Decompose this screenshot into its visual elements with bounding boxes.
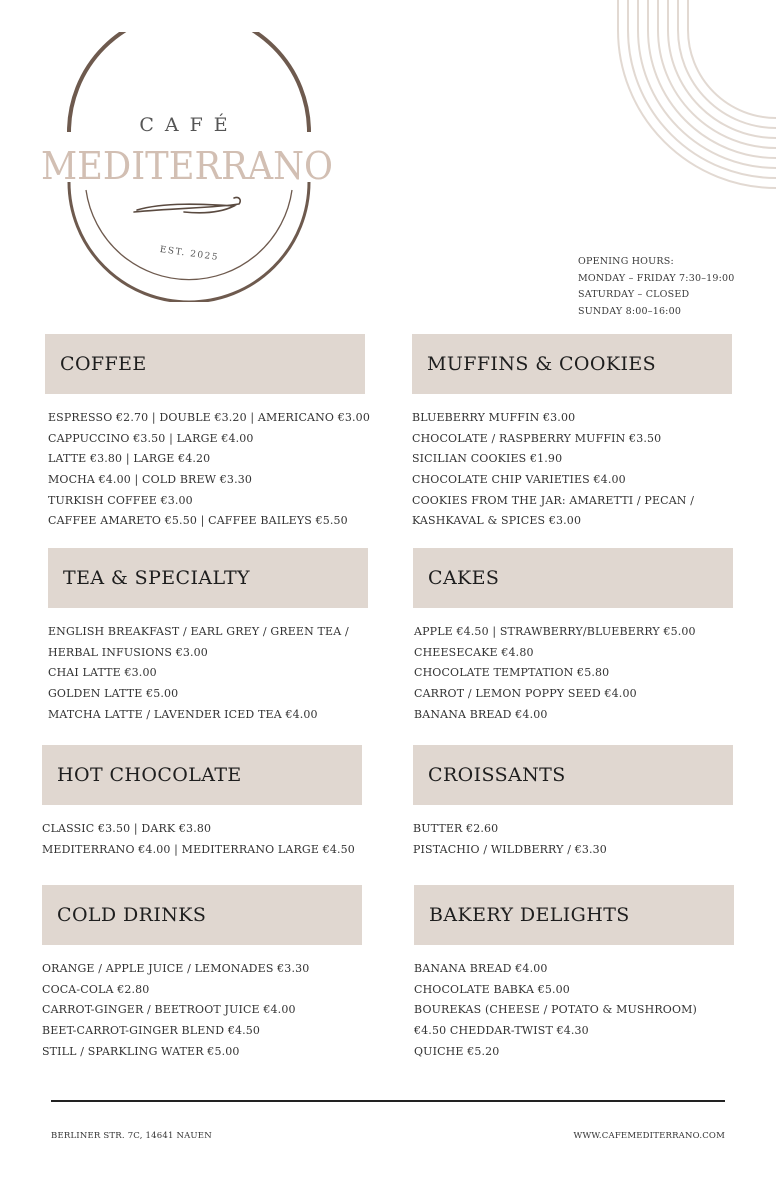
section-title: CROISSANTS — [428, 764, 566, 786]
footer-address: BERLINER STR. 7C, 14641 NAUEN — [51, 1131, 212, 1141]
menu-item: CAPPUCCINO €3.50 | LARGE €4.00 — [48, 431, 254, 445]
section-title: COLD DRINKS — [57, 904, 207, 926]
menu-item: CLASSIC €3.50 | DARK €3.80 — [42, 822, 212, 835]
menu-item: MOCHA €4.00 | COLD BREW €3.30 — [48, 473, 253, 487]
section-header-croissants — [413, 745, 733, 805]
hours-line: SATURDAY – CLOSED — [578, 289, 690, 300]
menu-item: MEDITERRANO €4.00 | MEDITERRANO LARGE €4.50 — [42, 842, 355, 856]
section-header-hot-chocolate — [42, 745, 362, 805]
section-title: MUFFINS & COOKIES — [427, 353, 657, 375]
menu-item: SICILIAN COOKIES €1.90 — [412, 452, 563, 466]
menu-item: MATCHA LATTE / LAVENDER ICED TEA €4.00 — [48, 707, 318, 721]
menu-item: €4.50 CHEDDAR-TWIST €4.30 — [414, 1024, 589, 1038]
menu-item: BOUREKAS (CHEESE / POTATO & MUSHROOM) — [414, 1003, 697, 1017]
logo-name-text: MEDITERRANO — [41, 144, 333, 188]
menu-item: TURKISH COFFEE €3.00 — [48, 493, 193, 507]
menu-item: BLUEBERRY MUFFIN €3.00 — [412, 411, 576, 424]
menu-item: COCA-COLA €2.80 — [42, 982, 150, 996]
menu-item: PISTACHIO / WILDBERRY / €3.30 — [413, 842, 607, 856]
menu-list-cakes — [414, 622, 696, 725]
decorative-arcs — [590, 0, 776, 230]
menu-item: ORANGE / APPLE JUICE / LEMONADES €3.30 — [42, 962, 310, 975]
section-title: COFFEE — [60, 353, 147, 375]
menu-list-bakery — [414, 959, 697, 1062]
menu-item: BUTTER €2.60 — [413, 822, 499, 835]
menu-item: BANANA BREAD €4.00 — [414, 707, 548, 721]
menu-item: ESPRESSO €2.70 | DOUBLE €3.20 | AMERICANO €3.00 — [48, 411, 370, 424]
logo-ring-bottom — [69, 182, 309, 302]
menu-list-cold-drinks — [42, 959, 309, 1062]
menu-list-hot-chocolate — [42, 819, 355, 860]
menu-list-coffee — [48, 408, 370, 532]
section-header-coffee — [45, 334, 365, 394]
menu-item: KASHKAVAL & SPICES €3.00 — [412, 514, 582, 528]
menu-item: CHAI LATTE €3.00 — [48, 666, 157, 680]
hours-line: MONDAY – FRIDAY 7:30–19:00 — [578, 272, 735, 284]
cafe-logo — [34, 32, 344, 302]
menu-item: GOLDEN LATTE €5.00 — [48, 687, 179, 701]
menu-item: APPLE €4.50 | STRAWBERRY/BLUEBERRY €5.00 — [414, 625, 696, 638]
footer-divider — [51, 1100, 725, 1102]
section-header-cold-drinks — [42, 885, 362, 945]
section-title: CAKES — [428, 567, 500, 589]
menu-item: LATTE €3.80 | LARGE €4.20 — [48, 452, 211, 466]
menu-item: CHOCOLATE TEMPTATION €5.80 — [414, 666, 610, 680]
menu-item: STILL / SPARKLING WATER €5.00 — [42, 1044, 240, 1058]
section-header-cakes — [413, 548, 733, 608]
menu-item: QUICHE €5.20 — [414, 1044, 500, 1058]
opening-hours — [578, 254, 735, 320]
section-title: TEA & SPECIALTY — [63, 567, 250, 589]
section-header-tea — [48, 548, 368, 608]
menu-item: BANANA BREAD €4.00 — [414, 962, 548, 975]
menu-list-croissants — [413, 819, 607, 860]
menu-list-muffins — [412, 408, 694, 532]
section-title: HOT CHOCOLATE — [57, 764, 242, 786]
hours-title: OPENING HOURS: — [578, 256, 674, 267]
logo-cafe-text: CAFÉ — [139, 114, 239, 136]
menu-item: CHOCOLATE / RASPBERRY MUFFIN €3.50 — [412, 431, 662, 445]
hours-line: SUNDAY 8:00–16:00 — [578, 305, 682, 317]
section-header-muffins — [412, 334, 732, 394]
menu-item: HERBAL INFUSIONS €3.00 — [48, 645, 208, 659]
section-title: BAKERY DELIGHTS — [429, 904, 630, 926]
menu-item: CAFFEE AMARETO €5.50 | CAFFEE BAILEYS €5.50 — [48, 514, 348, 528]
menu-item: COOKIES FROM THE JAR: AMARETTI / PECAN / — [412, 493, 695, 507]
logo-est-text: EST. 2025 — [159, 244, 220, 264]
section-header-bakery — [414, 885, 734, 945]
menu-item: BEET-CARROT-GINGER BLEND €4.50 — [42, 1024, 261, 1038]
menu-item: CARROT-GINGER / BEETROOT JUICE €4.00 — [42, 1003, 296, 1017]
menu-item: CHEESECAKE €4.80 — [414, 645, 534, 659]
menu-item: CHOCOLATE BABKA €5.00 — [414, 982, 570, 996]
footer-website[interactable]: WWW.CAFEMEDITERRANO.COM — [573, 1131, 725, 1141]
menu-list-tea — [48, 622, 349, 725]
menu-item: ENGLISH BREAKFAST / EARL GREY / GREEN TEA / — [48, 625, 349, 638]
menu-item: CARROT / LEMON POPPY SEED €4.00 — [414, 687, 637, 701]
menu-item: CHOCOLATE CHIP VARIETIES €4.00 — [412, 473, 626, 487]
logo-swash — [134, 197, 240, 212]
